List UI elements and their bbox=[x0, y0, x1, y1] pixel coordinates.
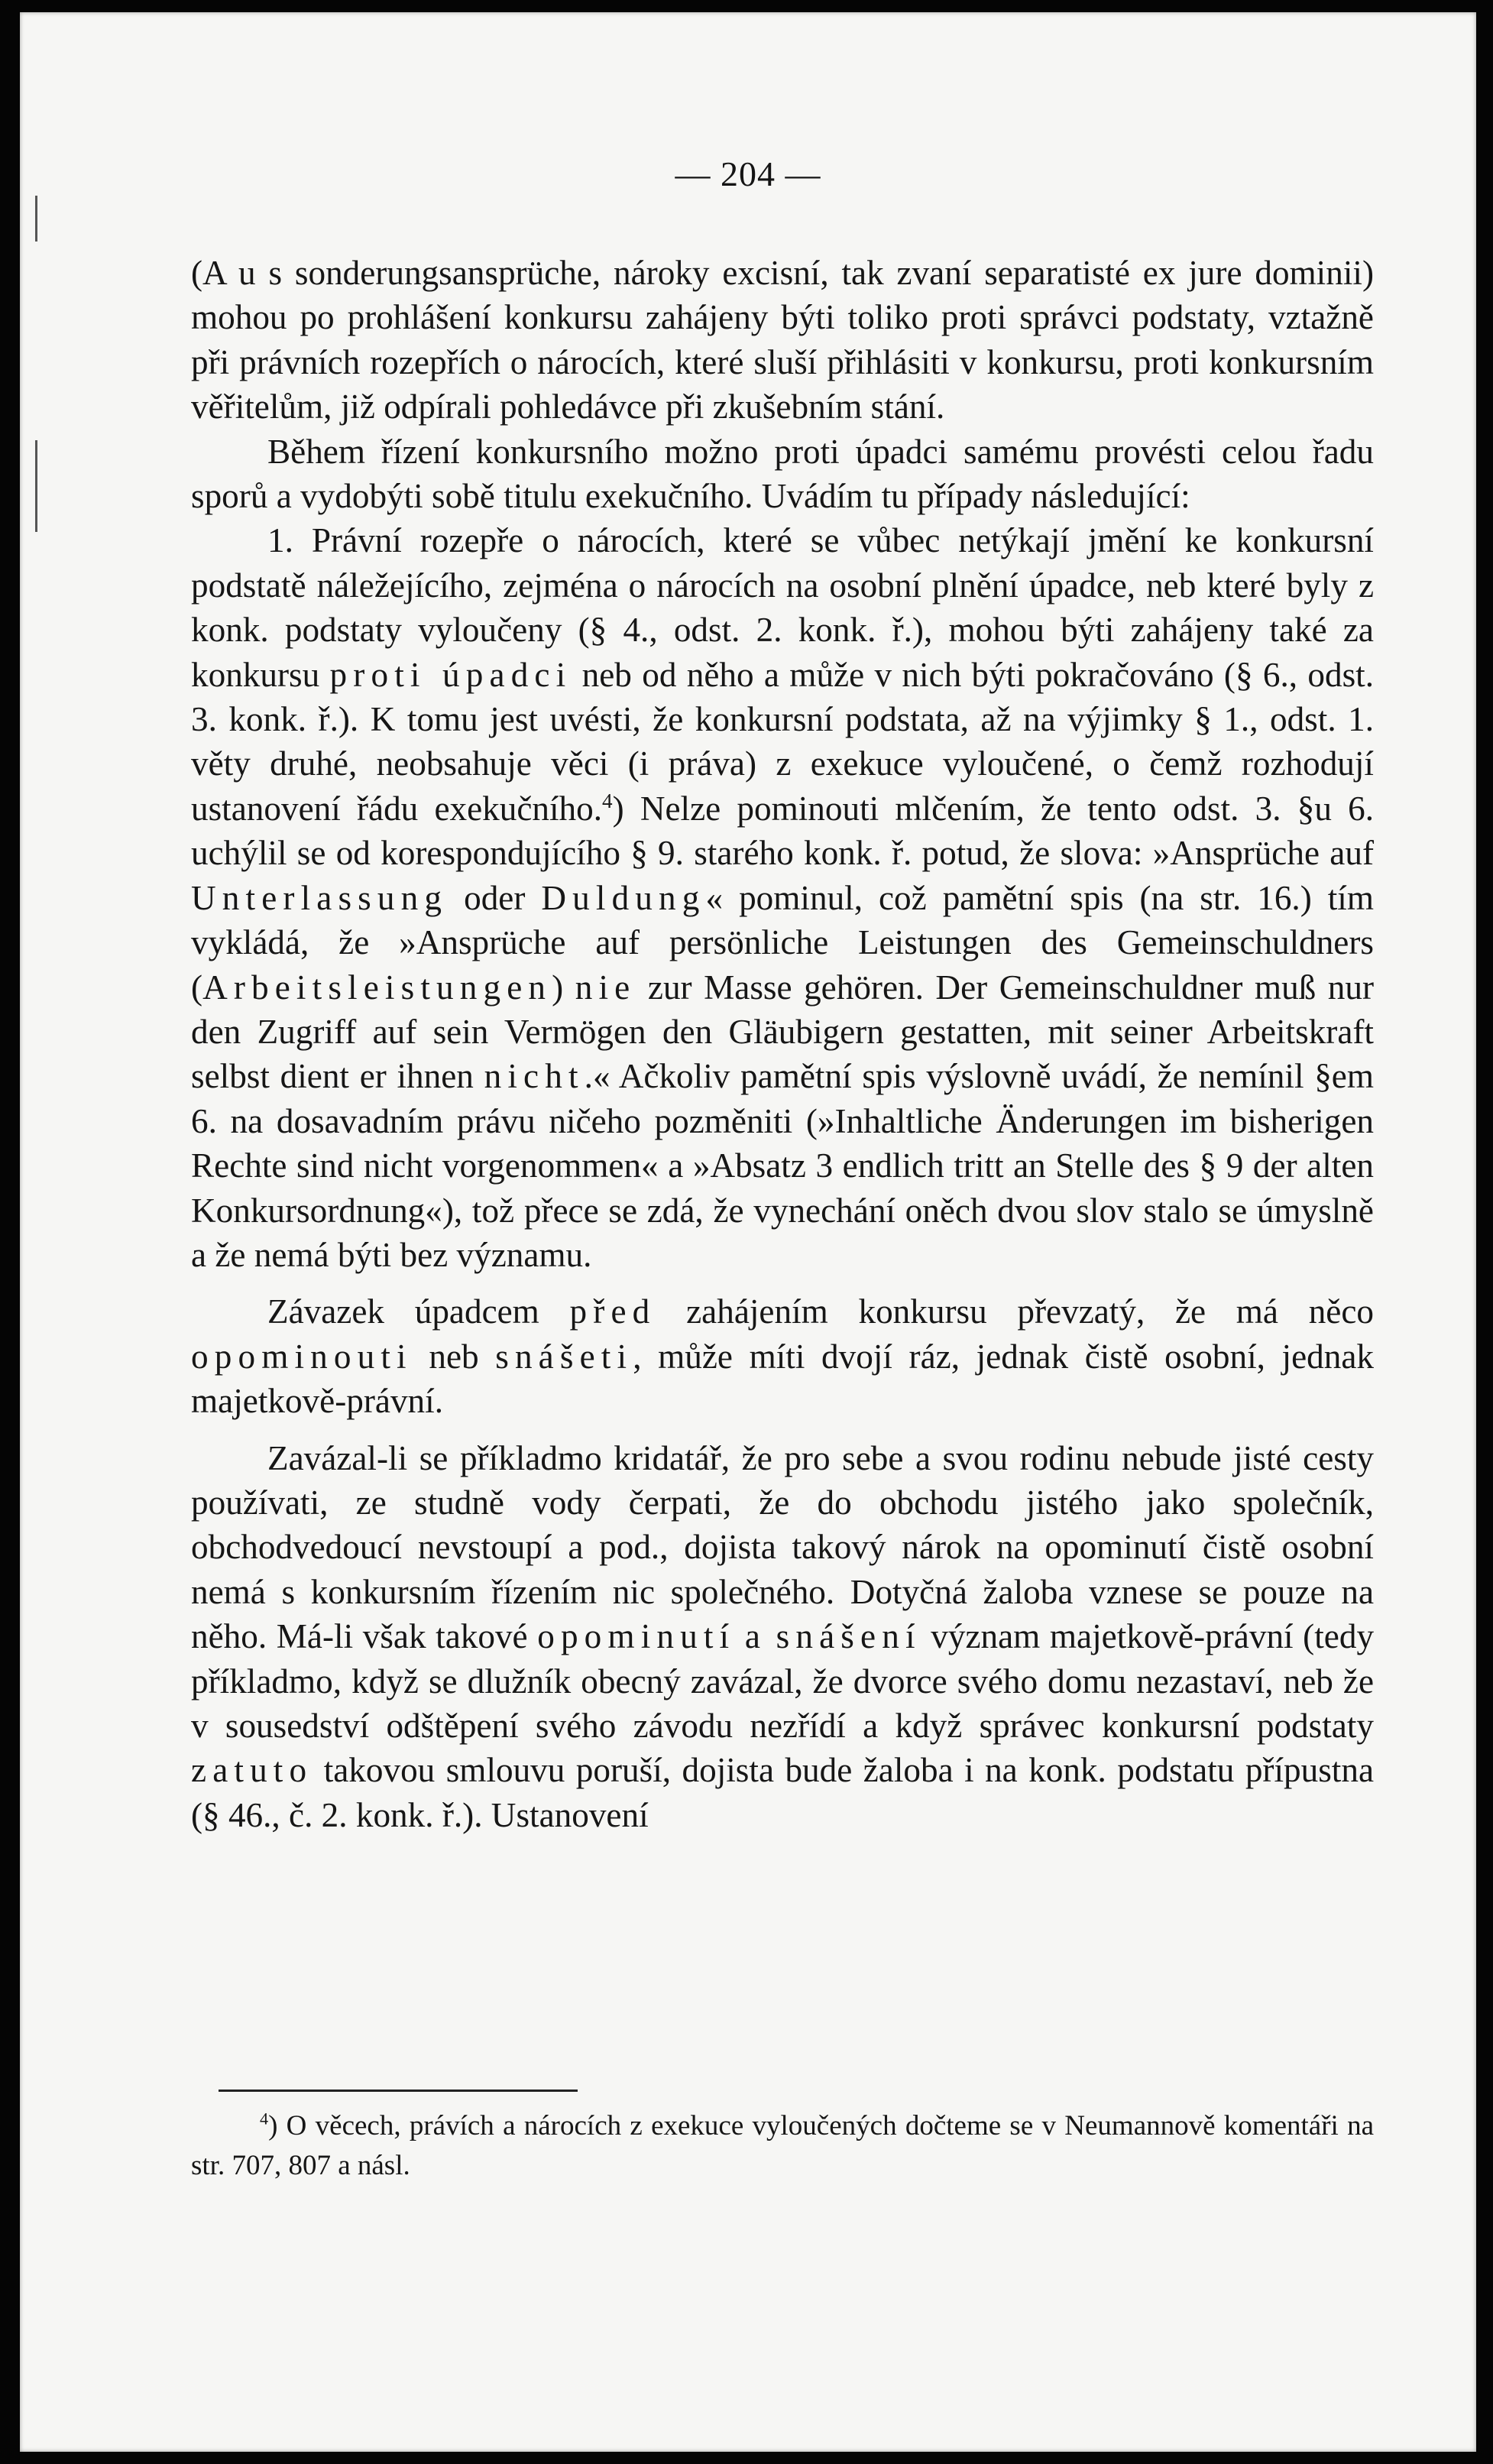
paragraph-separatists bbox=[191, 251, 1374, 430]
paragraph-point-1 bbox=[191, 518, 1374, 1277]
text-run: neb od něho a může v nich býti pokračováno (§ 6., odst. 3. konk. ř.). K tomu jest uvésti, že konkursní podstata, až na výjimky § 1., odst. 1. věty druhé, neobsahuje věci (i práva) z exekuce vyloučené, o čemž rozhodují ustanovení řádu exekučního. bbox=[191, 655, 1375, 828]
text-run: zur Masse gehören. Der Gemeinschuldner muß nur den Zugriff auf sein Vermögen den Gläubigern gestatten, mit seiner Arbeitskraft selbst dient er ihnen bbox=[191, 968, 1375, 1096]
text-run: , může míti dvojí ráz, jednak čistě osobní, jednak majetkově-právní. bbox=[191, 1337, 1375, 1421]
emphasis-spaced: nie bbox=[575, 968, 636, 1007]
paragraph-text: (A u s sonderungsansprüche, nároky excisní, tak zvaní separatisté ex jure dominii) mohou po prohlášení konkursu zahájeny býti toliko proti správci podstaty, vztažně při právních rozepřích o nárocích, které sluší přihlásiti v konkursu, proti konkursním věřitelům, již odpírali pohledávce při zkušebním stání. bbox=[191, 254, 1374, 426]
text-run: neb bbox=[429, 1337, 479, 1376]
footnote-reference: 4 bbox=[602, 789, 613, 812]
text-run: Závazek úpadcem bbox=[267, 1292, 539, 1331]
footnote-body: ) O věcech, právích a nárocích z exekuce vyloučených dočteme se v Neumannově komentáři na str. 707, 807 a násl. bbox=[191, 2110, 1374, 2181]
body-text bbox=[191, 251, 1374, 1837]
book-page bbox=[20, 12, 1476, 2452]
footnote-marker: 4 bbox=[260, 2109, 269, 2128]
text-run: ) Nelze pominouti mlčením, že tento odst. 3. §u 6. uchýlil se od korespondujícího § 9. starého konk. ř. potud, že slova: »Ansprüche auf bbox=[191, 789, 1375, 873]
paragraph-text: Během řízení konkursního možno proti úpadci samému provésti celou řadu sporů a vydobýti sobě titulu exekučního. Uvádím tu případy následující: bbox=[191, 432, 1374, 516]
emphasis-spaced: opominouti bbox=[191, 1337, 413, 1376]
emphasis-spaced: Arbeitsleistungen bbox=[202, 968, 552, 1007]
text-run: význam majetkově-právní (tedy příkladmo, když se dlužník obecný zavázal, že dvorce svého domu nezastaví, neb že v sousedství odštěpení svého závodu nezřídí a když správec konkursní podstaty bbox=[191, 1617, 1375, 1745]
emphasis-spaced: proti úpadci bbox=[329, 655, 572, 694]
text-run: oder bbox=[464, 878, 526, 917]
emphasis-spaced: nicht bbox=[484, 1057, 585, 1096]
paragraph-example bbox=[191, 1436, 1374, 1838]
emphasis-spaced: snášeti bbox=[495, 1337, 633, 1376]
emphasis-spaced: zatuto bbox=[191, 1751, 313, 1790]
text-run: ) bbox=[552, 968, 564, 1007]
text-run: .« Ačkoliv pamětní spis výslovně uvádí, že nemínil §em 6. na dosavadním právu ničeho pozměniti (»Inhaltliche Änderungen im bisherigen Rechte sind nicht vorgenommen« a »Absatz 3 endlich tritt an Stelle des § 9 der alten Konkursordnung«), tož přece se zdá, že vynechání oněch dvou slov stalo se úmyslně a že nemá býti bez významu. bbox=[191, 1057, 1375, 1274]
footnote-separator bbox=[219, 2090, 578, 2092]
page-edge-mark bbox=[35, 196, 37, 242]
emphasis-spaced: Unterlassung bbox=[191, 878, 449, 917]
emphasis-spaced: opominutí bbox=[537, 1617, 736, 1656]
emphasis-spaced: před bbox=[569, 1292, 656, 1331]
page-number: — 204 — bbox=[675, 154, 821, 193]
text-run: « pominul, což pamětní spis (na str. 16.) tím vykládá, že »Ansprüche auf persönliche Leistungen des Gemeinschuldners ( bbox=[191, 878, 1375, 1007]
footnote bbox=[191, 2106, 1374, 2186]
text-run: takovou smlouvu poruší, dojista bude žaloba i na konk. podstatu přípustna (§ 46., č. 2. konk. ř.). Ustanovení bbox=[191, 1751, 1375, 1834]
page-edge-mark bbox=[35, 440, 37, 532]
emphasis-spaced: a bbox=[744, 1617, 767, 1656]
paragraph-disputes-intro bbox=[191, 430, 1374, 519]
emphasis-spaced: snášení bbox=[776, 1617, 921, 1656]
text-run: 1. Právní rozepře o nárocích, které se vůbec netýkají jmění ke konkursní podstatě náležejícího, zejména o nárocích na osobní plnění úpadce, neb které byly z konk. podstaty vyloučeny (§ 4., odst. 2. konk. ř.), mohou býti zahájeny také za konkursu bbox=[191, 521, 1374, 694]
emphasis-spaced: Duldung bbox=[541, 878, 706, 917]
text-run: Zavázal-li se příkladmo kridatář, že pro sebe a svou rodinu nebude jisté cesty používati, ze studně vody čerpati, že do obchodu jistého jako společník, obchodvedoucí nevstoupí a pod., dojista takový nárok na opominutí čistě osobní nemá s konkursním řízením nic společného. Dotyčná žaloba vznese se pouze na něho. Má-li však takové bbox=[191, 1438, 1374, 1656]
paragraph-obligation bbox=[191, 1289, 1374, 1423]
text-run: zahájením konkursu převzatý, že má něco bbox=[686, 1292, 1374, 1331]
footnote-text bbox=[191, 2106, 1374, 2186]
